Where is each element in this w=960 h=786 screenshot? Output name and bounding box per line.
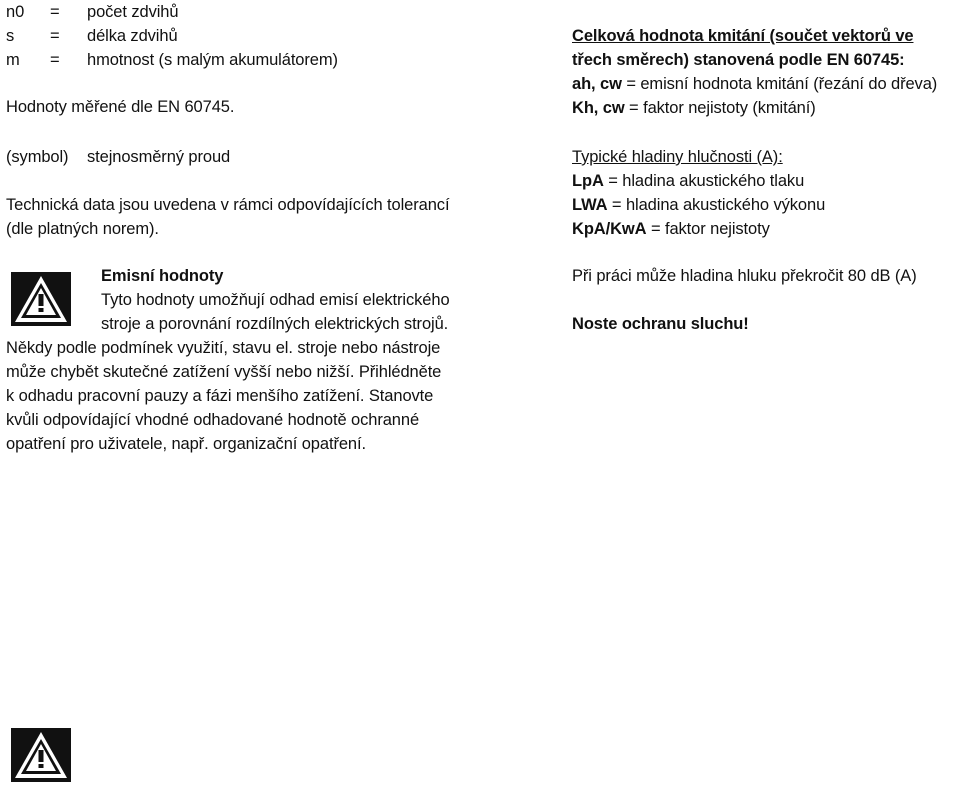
ah-term: ah, cw — [572, 75, 622, 93]
def-eq-n0: = — [50, 3, 60, 21]
def-symbol-m: m — [6, 51, 20, 69]
ah-text: = emisní hodnota kmitání (řezání do dřeva) — [621, 75, 938, 93]
vibration-heading-line1 — [572, 26, 913, 46]
warning-triangle-icon — [9, 726, 73, 784]
lpa-term: LpA — [572, 172, 604, 190]
lwa-text: = hladina akustického výkonu — [607, 196, 826, 214]
kpa-definition — [572, 219, 770, 239]
warning-triangle-icon — [9, 270, 73, 328]
emission-line-5: k odhadu pracovní pauzy a fázi menšího zatížení. Stanovte — [6, 387, 434, 405]
lpa-definition — [572, 171, 804, 191]
vibration-heading-line2: třech směrech) stanovená podle EN 60745: — [572, 51, 905, 69]
kh-definition — [572, 98, 816, 118]
def-symbol-n0: n0 — [6, 3, 25, 21]
emission-line-2: stroje a porovnání rozdílných elektrických strojů. — [101, 315, 449, 333]
def-eq-s: = — [50, 27, 60, 45]
ear-protection-notice: Noste ochranu sluchu! — [572, 315, 749, 333]
noise-warning: Při práci může hladina hluku překročit 80 dB (A) — [572, 267, 917, 285]
lpa-text: = hladina akustického tlaku — [603, 172, 805, 190]
emission-title: Emisní hodnoty — [101, 267, 224, 285]
emission-line-3: Někdy podle podmínek využití, stavu el. stroje nebo nástroje — [6, 339, 441, 357]
emission-line-4: může chybět skutečné zatížení vyšší nebo nižší. Přihlédněte — [6, 363, 442, 381]
emission-line-6: kvůli odpovídající vhodné odhadované hodnotě ochranné — [6, 411, 420, 429]
def-text-n0: počet zdvihů — [87, 3, 179, 21]
lwa-definition — [572, 195, 825, 215]
def-text-m: hmotnost (s malým akumulátorem) — [87, 51, 338, 69]
kh-term: Kh, cw — [572, 99, 625, 117]
lwa-term: LWA — [572, 196, 608, 214]
ah-definition — [572, 74, 937, 94]
kpa-term: KpA/KwA — [572, 220, 647, 238]
def-symbol-s: s — [6, 27, 15, 45]
tech-note-line1: Technická data jsou uvedena v rámci odpovídajících tolerancí — [6, 196, 450, 214]
def-text-s: délka zdvihů — [87, 27, 178, 45]
measured-note: Hodnoty měřené dle EN 60745. — [6, 98, 235, 116]
tech-note-line2: (dle platných norem). — [6, 220, 159, 238]
kpa-text: = faktor nejistoty — [646, 220, 770, 238]
dc-symbol: (symbol) — [6, 148, 69, 166]
noise-heading: Typické hladiny hlučnosti (A): — [572, 148, 783, 166]
def-eq-m: = — [50, 51, 60, 69]
dc-text: stejnosměrný proud — [87, 148, 231, 166]
vibration-heading-underlined: Celková hodnota kmitání (součet vektorů ve — [572, 27, 914, 45]
emission-line-7: opatření pro uživatele, např. organizační opatření. — [6, 435, 366, 453]
emission-line-1: Tyto hodnoty umožňují odhad emisí elektrického — [101, 291, 450, 309]
kh-text: = faktor nejistoty (kmitání) — [624, 99, 816, 117]
